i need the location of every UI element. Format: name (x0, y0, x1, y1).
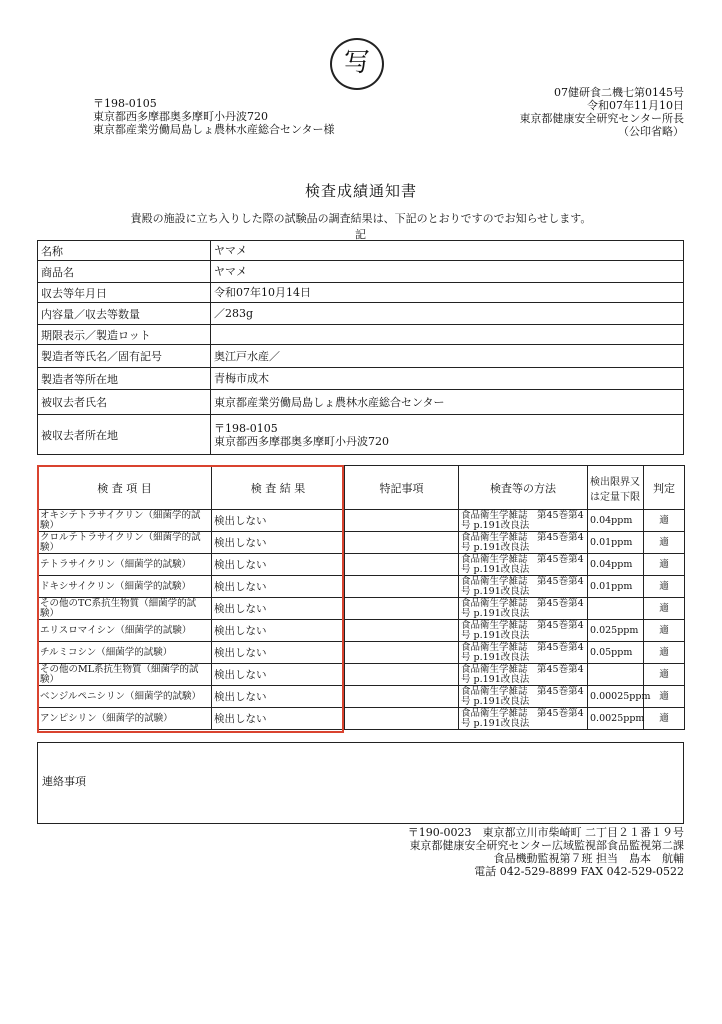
info-label: 被収去者氏名 (38, 390, 211, 415)
result-item: エリスロマイシン（細菌学的試験） (38, 620, 212, 642)
document-number: 07健研食二機七第0145号 (554, 86, 684, 99)
info-row (38, 241, 684, 261)
result-note (345, 576, 459, 598)
contact-label: 連絡事項 (42, 775, 86, 788)
info-label: 製造者等所在地 (38, 368, 211, 390)
result-result: 検出しない (212, 686, 345, 708)
header-note: 特記事項 (345, 466, 459, 510)
result-method: 食品衛生学雑誌 第45巻第4号 p.191改良法 (459, 554, 588, 576)
info-row (38, 415, 684, 455)
info-value: ヤマメ (211, 241, 684, 261)
result-limit: 0.04ppm (588, 554, 644, 576)
result-result: 検出しない (212, 598, 345, 620)
result-judge: 適 (644, 642, 685, 664)
highlight-box (37, 465, 344, 733)
info-row (38, 283, 684, 303)
info-label: 製造者等氏名／固有記号 (38, 345, 211, 368)
result-item: オキシテトラサイクリン（細菌学的試験） (38, 510, 212, 532)
result-item: その他のML系抗生物質（細菌学的試験） (38, 664, 212, 686)
footer-line-1: 〒190-0023 東京都立川市柴崎町 二丁目２１番１９号 (407, 826, 684, 839)
result-note (345, 664, 459, 686)
result-item: その他のTC系抗生物質（細菌学的試験） (38, 598, 212, 620)
result-note (345, 642, 459, 664)
info-label: 商品名 (38, 261, 211, 283)
header-item: 検 査 項 目 (38, 466, 212, 510)
footer-line-4: 電話 042-529-8899 FAX 042-529-0522 (474, 865, 684, 878)
info-value: 〒198-0105 東京都西多摩郡奥多摩町小丹波720 (211, 415, 684, 455)
recipient-postal: 〒198-0105 (93, 97, 157, 110)
result-result: 検出しない (212, 620, 345, 642)
info-row (38, 368, 684, 390)
result-item: チルミコシン（細菌学的試験） (38, 642, 212, 664)
result-judge: 適 (644, 620, 685, 642)
seal-note: （公印省略） (618, 125, 684, 138)
info-row (38, 325, 684, 345)
recipient-name: 東京都産業労働局島しょ農林水産総合センター様 (93, 123, 335, 136)
result-method: 食品衛生学雑誌 第45巻第4号 p.191改良法 (459, 598, 588, 620)
result-method: 食品衛生学雑誌 第45巻第4号 p.191改良法 (459, 708, 588, 730)
result-method: 食品衛生学雑誌 第45巻第4号 p.191改良法 (459, 664, 588, 686)
result-limit (588, 598, 644, 620)
result-result: 検出しない (212, 554, 345, 576)
result-note (345, 620, 459, 642)
info-label: 内容量／収去等数量 (38, 303, 211, 325)
footer-line-3: 食品機動監視第７班 担当 島本 航輔 (493, 852, 684, 865)
info-row (38, 345, 684, 368)
result-limit: 0.025ppm (588, 620, 644, 642)
result-method: 食品衛生学雑誌 第45巻第4号 p.191改良法 (459, 532, 588, 554)
result-limit: 0.01ppm (588, 532, 644, 554)
info-label: 収去等年月日 (38, 283, 211, 303)
contact-box (37, 742, 684, 824)
ki-mark: 記 (355, 228, 366, 241)
info-value: ／283g (211, 303, 684, 325)
handwritten-stamp: 写 (330, 38, 384, 90)
result-judge: 適 (644, 664, 685, 686)
info-value: 青梅市成木 (211, 368, 684, 390)
footer-line-2: 東京都健康安全研究センター広域監視部食品監視第二課 (409, 839, 684, 852)
result-judge: 適 (644, 708, 685, 730)
issuer-block (519, 86, 684, 138)
result-note (345, 510, 459, 532)
result-method: 食品衛生学雑誌 第45巻第4号 p.191改良法 (459, 510, 588, 532)
info-label: 名称 (38, 241, 211, 261)
intro-text: 貴殿の施設に立ち入りした際の試験品の調査結果は、下記のとおりですのでお知らせします。 (130, 212, 592, 225)
result-note (345, 532, 459, 554)
result-limit: 0.04ppm (588, 510, 644, 532)
info-value: 東京都産業労働局島しょ農林水産総合センター (211, 390, 684, 415)
info-value (211, 325, 684, 345)
result-method: 食品衛生学雑誌 第45巻第4号 p.191改良法 (459, 686, 588, 708)
header-result: 検 査 結 果 (212, 466, 345, 510)
result-judge: 適 (644, 532, 685, 554)
recipient-block (93, 97, 335, 136)
result-limit: 0.05ppm (588, 642, 644, 664)
recipient-address: 東京都西多摩郡奥多摩町小丹波720 (93, 110, 268, 123)
result-item: ベンジルペニシリン（細菌学的試験） (38, 686, 212, 708)
info-label: 期限表示／製造ロット (38, 325, 211, 345)
result-item: クロルテトラサイクリン（細菌学的試験） (38, 532, 212, 554)
info-value: 奥江戸水産／ (211, 345, 684, 368)
result-result: 検出しない (212, 576, 345, 598)
result-judge: 適 (644, 554, 685, 576)
result-result: 検出しない (212, 642, 345, 664)
result-limit: 0.01ppm (588, 576, 644, 598)
info-row (38, 261, 684, 283)
result-item: ドキシサイクリン（細菌学的試験） (38, 576, 212, 598)
info-value: 令和07年10月14日 (211, 283, 684, 303)
footer-block (408, 826, 684, 878)
result-note (345, 598, 459, 620)
result-judge: 適 (644, 598, 685, 620)
result-method: 食品衛生学雑誌 第45巻第4号 p.191改良法 (459, 642, 588, 664)
result-limit: 0.0025ppm (588, 708, 644, 730)
result-note (345, 686, 459, 708)
header-method: 検査等の方法 (459, 466, 588, 510)
result-judge: 適 (644, 576, 685, 598)
header-judge: 判定 (644, 466, 685, 510)
info-value: ヤマメ (211, 261, 684, 283)
page-title: 検査成績通知書 (304, 182, 417, 200)
result-result: 検出しない (212, 664, 345, 686)
result-judge: 適 (644, 686, 685, 708)
result-limit (588, 664, 644, 686)
result-note (345, 708, 459, 730)
issuer-name: 東京都健康安全研究センター所長 (519, 112, 684, 125)
issue-date: 令和07年11月10日 (587, 99, 684, 112)
info-label: 被収去者所在地 (38, 415, 211, 455)
result-method: 食品衛生学雑誌 第45巻第4号 p.191改良法 (459, 576, 588, 598)
result-judge: 適 (644, 510, 685, 532)
result-method: 食品衛生学雑誌 第45巻第4号 p.191改良法 (459, 620, 588, 642)
result-result: 検出しない (212, 532, 345, 554)
result-note (345, 554, 459, 576)
result-item: アンピシリン（細菌学的試験） (38, 708, 212, 730)
result-item: テトラサイクリン（細菌学的試験） (38, 554, 212, 576)
info-table (37, 240, 684, 455)
info-row (38, 303, 684, 325)
result-result: 検出しない (212, 708, 345, 730)
info-row (38, 390, 684, 415)
result-limit: 0.00025ppm (588, 686, 644, 708)
header-limit: 検出限界又は定量下限 (588, 466, 644, 510)
result-result: 検出しない (212, 510, 345, 532)
